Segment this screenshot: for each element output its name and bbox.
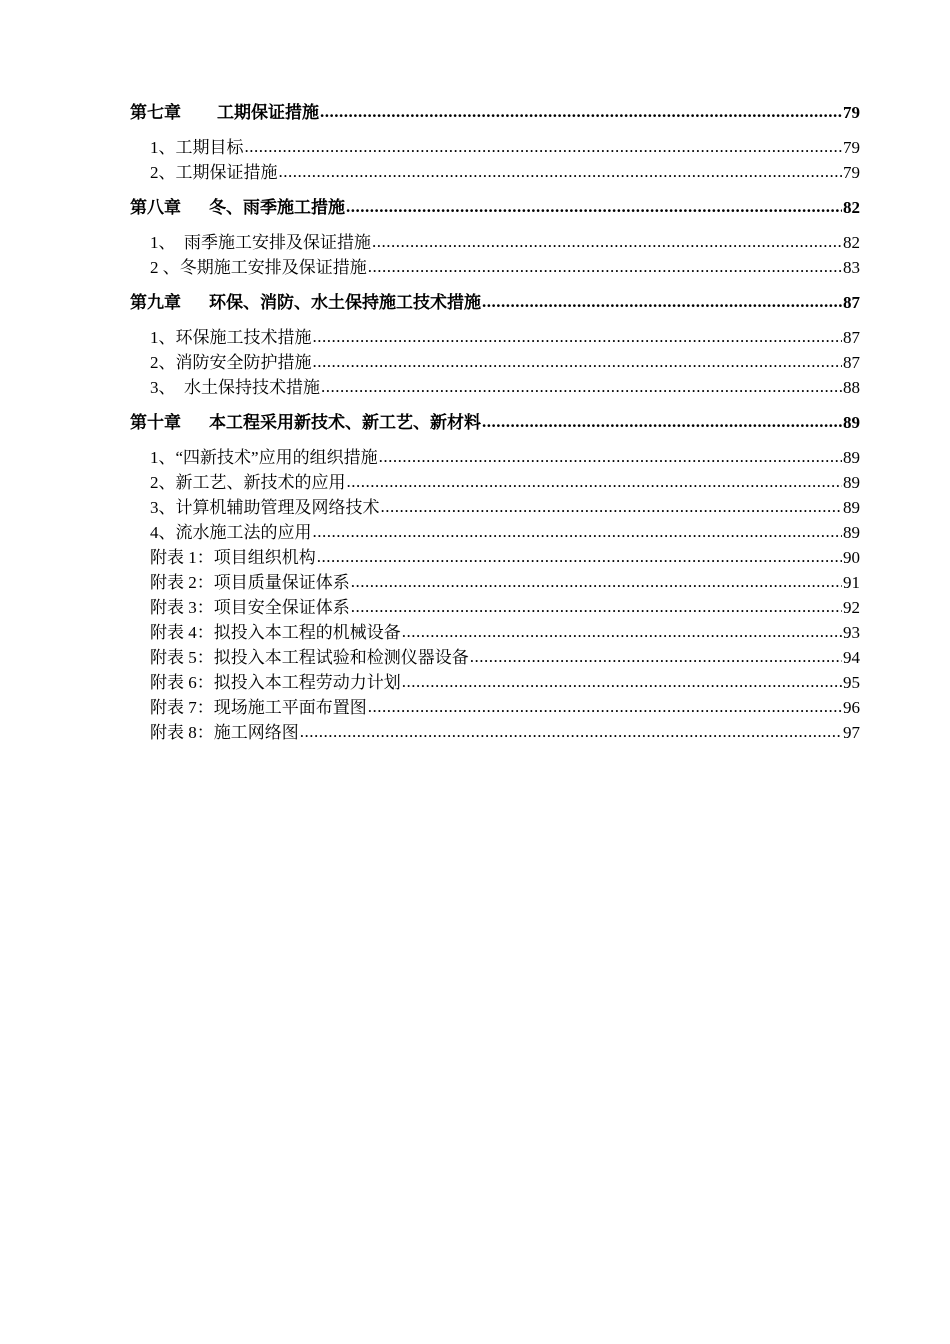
dot-leader: [347, 469, 843, 494]
toc-section-entry[interactable]: [130, 670, 860, 695]
section-page-number: 95: [843, 673, 860, 692]
toc-section-entry[interactable]: [130, 375, 860, 400]
dot-leader: [482, 409, 842, 434]
chapter-title: 环保、消防、水土保持施工技术措施: [209, 293, 481, 312]
section-page-number: 87: [843, 328, 860, 347]
chapter-title: 本工程采用新技术、新工艺、新材料: [209, 413, 481, 432]
section-title: 4、流水施工法的应用: [150, 523, 312, 542]
section-title: 1、环保施工技术措施: [150, 328, 312, 347]
section-title: 附表 2：项目质量保证体系: [150, 573, 350, 592]
section-page-number: 79: [843, 163, 860, 182]
section-page-number: 88: [843, 378, 860, 397]
toc-section-entry[interactable]: [130, 470, 860, 495]
section-title: 2、消防安全防护措施: [150, 353, 312, 372]
section-title: 3、 水土保持技术措施: [150, 378, 320, 397]
dot-leader: [379, 444, 842, 469]
toc-chapter-entry[interactable]: [130, 100, 860, 125]
toc-section-entry[interactable]: [130, 570, 860, 595]
toc-section-entry[interactable]: [130, 520, 860, 545]
section-page-number: 89: [843, 498, 860, 517]
dot-leader: [346, 194, 842, 219]
chapter-page-number: 89: [843, 413, 860, 432]
section-page-number: 96: [843, 698, 860, 717]
dot-leader: [313, 324, 843, 349]
dot-leader: [402, 669, 842, 694]
section-title: 1、工期目标: [150, 138, 244, 157]
section-page-number: 92: [843, 598, 860, 617]
dot-leader: [313, 519, 843, 544]
section-title: 2、新工艺、新技术的应用: [150, 473, 346, 492]
toc-chapter-entry[interactable]: [130, 195, 860, 220]
toc-chapter-entry[interactable]: [130, 290, 860, 315]
section-title: 3、计算机辅助管理及网络技术: [150, 498, 380, 517]
section-page-number: 82: [843, 233, 860, 252]
toc-section-entry[interactable]: [130, 620, 860, 645]
dot-leader: [300, 719, 842, 744]
section-title: 附表 1：项目组织机构: [150, 548, 316, 567]
dot-leader: [368, 254, 842, 279]
dot-leader: [482, 289, 842, 314]
section-title: 附表 5：拟投入本工程试验和检测仪器设备: [150, 648, 469, 667]
section-title: 2 、冬期施工安排及保证措施: [150, 258, 367, 277]
toc-section-entry[interactable]: [130, 445, 860, 470]
table-of-contents: [130, 100, 860, 745]
toc-section-entry[interactable]: [130, 325, 860, 350]
toc-section-entry[interactable]: [130, 645, 860, 670]
section-page-number: 97: [843, 723, 860, 742]
section-page-number: 90: [843, 548, 860, 567]
section-page-number: 93: [843, 623, 860, 642]
dot-leader: [317, 544, 842, 569]
dot-leader: [381, 494, 843, 519]
dot-leader: [351, 569, 842, 594]
section-page-number: 91: [843, 573, 860, 592]
section-title: 1、 雨季施工安排及保证措施: [150, 233, 371, 252]
chapter-title: 工期保证措施: [217, 103, 319, 122]
section-page-number: 89: [843, 523, 860, 542]
toc-section-entry[interactable]: [130, 495, 860, 520]
section-page-number: 79: [843, 138, 860, 157]
chapter-number: 第九章: [130, 293, 181, 312]
dot-leader: [279, 159, 843, 184]
toc-section-entry[interactable]: [130, 720, 860, 745]
section-page-number: 83: [843, 258, 860, 277]
dot-leader: [372, 229, 842, 254]
section-title: 附表 8：施工网络图: [150, 723, 299, 742]
toc-section-entry[interactable]: [130, 595, 860, 620]
toc-section-entry[interactable]: [130, 160, 860, 185]
dot-leader: [351, 594, 842, 619]
dot-leader: [313, 349, 843, 374]
toc-section-entry[interactable]: [130, 135, 860, 160]
chapter-page-number: 87: [843, 293, 860, 312]
section-title: 附表 4：拟投入本工程的机械设备: [150, 623, 401, 642]
toc-section-entry[interactable]: [130, 545, 860, 570]
chapter-number: 第八章: [130, 198, 181, 217]
chapter-number: 第七章: [130, 103, 181, 122]
chapter-number: 第十章: [130, 413, 181, 432]
dot-leader: [470, 644, 842, 669]
dot-leader: [368, 694, 842, 719]
section-page-number: 94: [843, 648, 860, 667]
dot-leader: [245, 134, 843, 159]
section-title: 1、“四新技术”应用的组织措施: [150, 448, 378, 467]
toc-chapter-entry[interactable]: [130, 410, 860, 435]
section-title: 附表 7：现场施工平面布置图: [150, 698, 367, 717]
toc-section-entry[interactable]: [130, 350, 860, 375]
dot-leader: [320, 99, 842, 124]
chapter-page-number: 82: [843, 198, 860, 217]
section-page-number: 87: [843, 353, 860, 372]
section-title: 附表 6：拟投入本工程劳动力计划: [150, 673, 401, 692]
dot-leader: [321, 374, 842, 399]
section-title: 附表 3：项目安全保证体系: [150, 598, 350, 617]
section-page-number: 89: [843, 448, 860, 467]
toc-section-entry[interactable]: [130, 230, 860, 255]
dot-leader: [402, 619, 842, 644]
section-page-number: 89: [843, 473, 860, 492]
chapter-page-number: 79: [843, 103, 860, 122]
toc-section-entry[interactable]: [130, 255, 860, 280]
chapter-title: 冬、雨季施工措施: [209, 198, 345, 217]
toc-section-entry[interactable]: [130, 695, 860, 720]
section-title: 2、工期保证措施: [150, 163, 278, 182]
